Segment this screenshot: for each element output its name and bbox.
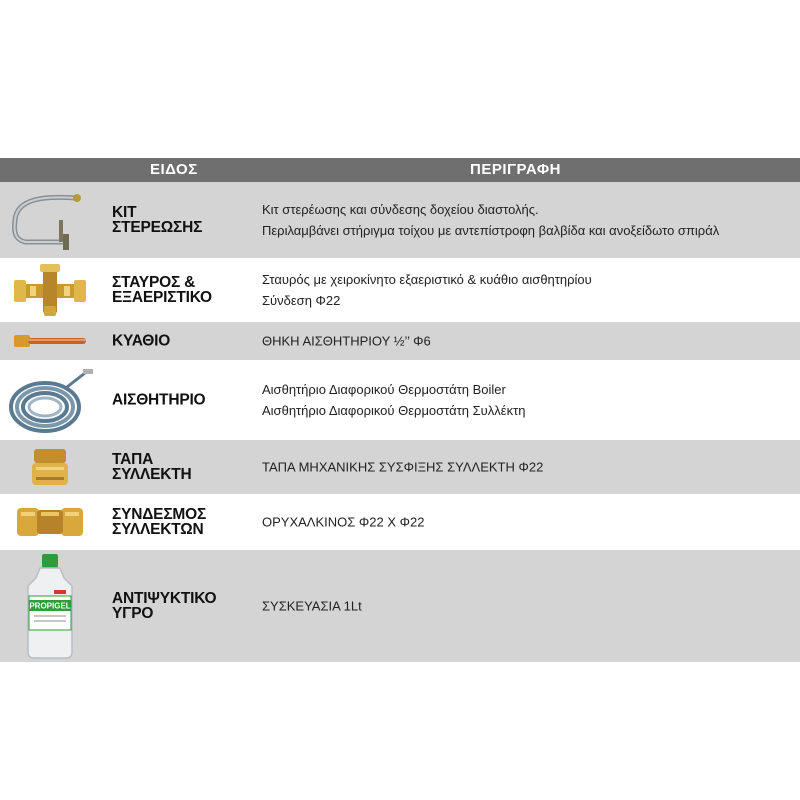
item-description-line1: ΣΥΣΚΕΥΑΣΙΑ 1Lt [262, 598, 362, 614]
item-description-line2: Αισθητήριο Διαφορικού Θερμοστάτη Συλλέκτη [262, 403, 526, 418]
item-name-line2: ΕΞΑΕΡΙΣΤΙΚΟ [112, 289, 212, 306]
bottle-brand-text: PROPIGEL [29, 601, 71, 611]
header-item-label: ΕΙΔΟΣ [150, 161, 198, 178]
item-name-line2: ΣΥΛΛΕΚΤΗ [112, 466, 192, 483]
item-description [262, 199, 792, 241]
item-name [112, 591, 252, 621]
item-name-line1: ΑΙΣΘΗΤΗΡΙΟ [112, 391, 206, 409]
item-description [262, 379, 792, 421]
table-row [0, 494, 800, 550]
table-row [0, 322, 800, 360]
item-name-line1: ΚΥΑΘΙΟ [112, 332, 171, 350]
item-name-line1: ΣΤΑΥΡΟΣ & [112, 274, 196, 291]
item-description-line1: ΤΑΠΑ ΜΗΧΑΝΙΚΗΣ ΣΥΣΦΙΞΗΣ ΣΥΛΛΕΚΤΗ Φ22 [262, 459, 544, 475]
item-name-line1: ΚΙΤ [112, 204, 137, 221]
brass-cross-valve-icon [0, 258, 100, 322]
brass-cap-icon [0, 440, 100, 494]
table-row [0, 258, 800, 322]
item-name [112, 452, 252, 482]
item-name-line2: ΣΤΕΡΕΩΣΗΣ [112, 219, 203, 236]
item-name [112, 393, 252, 408]
item-description-line1: Σταυρός με χειροκίνητο εξαεριστικό & κυάθιο αισθητηρίου [262, 272, 592, 287]
item-name-line1: ΑΝΤΙΨΥΚΤΙΚΟ [112, 590, 217, 607]
item-name [112, 334, 252, 349]
antifreeze-bottle-icon [0, 550, 100, 662]
item-name-line2: ΥΓΡΟ [112, 605, 154, 622]
table-row [0, 550, 800, 662]
item-description [262, 331, 792, 352]
table-row [0, 360, 800, 440]
item-description-line1: Αισθητήριο Διαφορικού Θερμοστάτη Boiler [262, 382, 506, 397]
item-name [112, 275, 252, 305]
item-description [262, 269, 792, 311]
table-row [0, 440, 800, 494]
item-name-line2: ΣΥΛΛΕΚΤΩΝ [112, 521, 204, 538]
item-description [262, 596, 792, 617]
table-row [0, 182, 800, 258]
item-description-line2: Περιλαμβάνει στήριγμα τοίχου με αντεπίστροφη βαλβίδα και ανοξείδωτο σπιράλ [262, 223, 720, 238]
item-name [112, 507, 252, 537]
brass-coupling-icon [0, 494, 100, 550]
item-description-line1: Κιτ στερέωσης και σύνδεσης δοχείου διαστολής. [262, 202, 539, 217]
item-name-line1: ΤΑΠΑ [112, 451, 154, 468]
item-description [262, 512, 792, 533]
table-header [0, 158, 800, 182]
item-description-line2: Σύνδεση Φ22 [262, 293, 341, 308]
item-name-line1: ΣΥΝΔΕΣΜΟΣ [112, 506, 207, 523]
sensor-pocket-icon [0, 322, 100, 360]
sensor-cable-coil-icon [0, 360, 100, 440]
item-description [262, 457, 792, 478]
wall-bracket-hose-icon [0, 182, 100, 258]
item-name [112, 205, 252, 235]
item-description-line1: ΘΗΚΗ ΑΙΣΘΗΤΗΡΙΟΥ ½’’ Φ6 [262, 333, 431, 349]
item-description-line1: ΟΡΥΧΑΛΚΙΝΟΣ Φ22 Χ Φ22 [262, 514, 425, 530]
header-description-label: ΠΕΡΙΓΡΑΦΗ [470, 161, 561, 178]
product-table [0, 158, 800, 662]
